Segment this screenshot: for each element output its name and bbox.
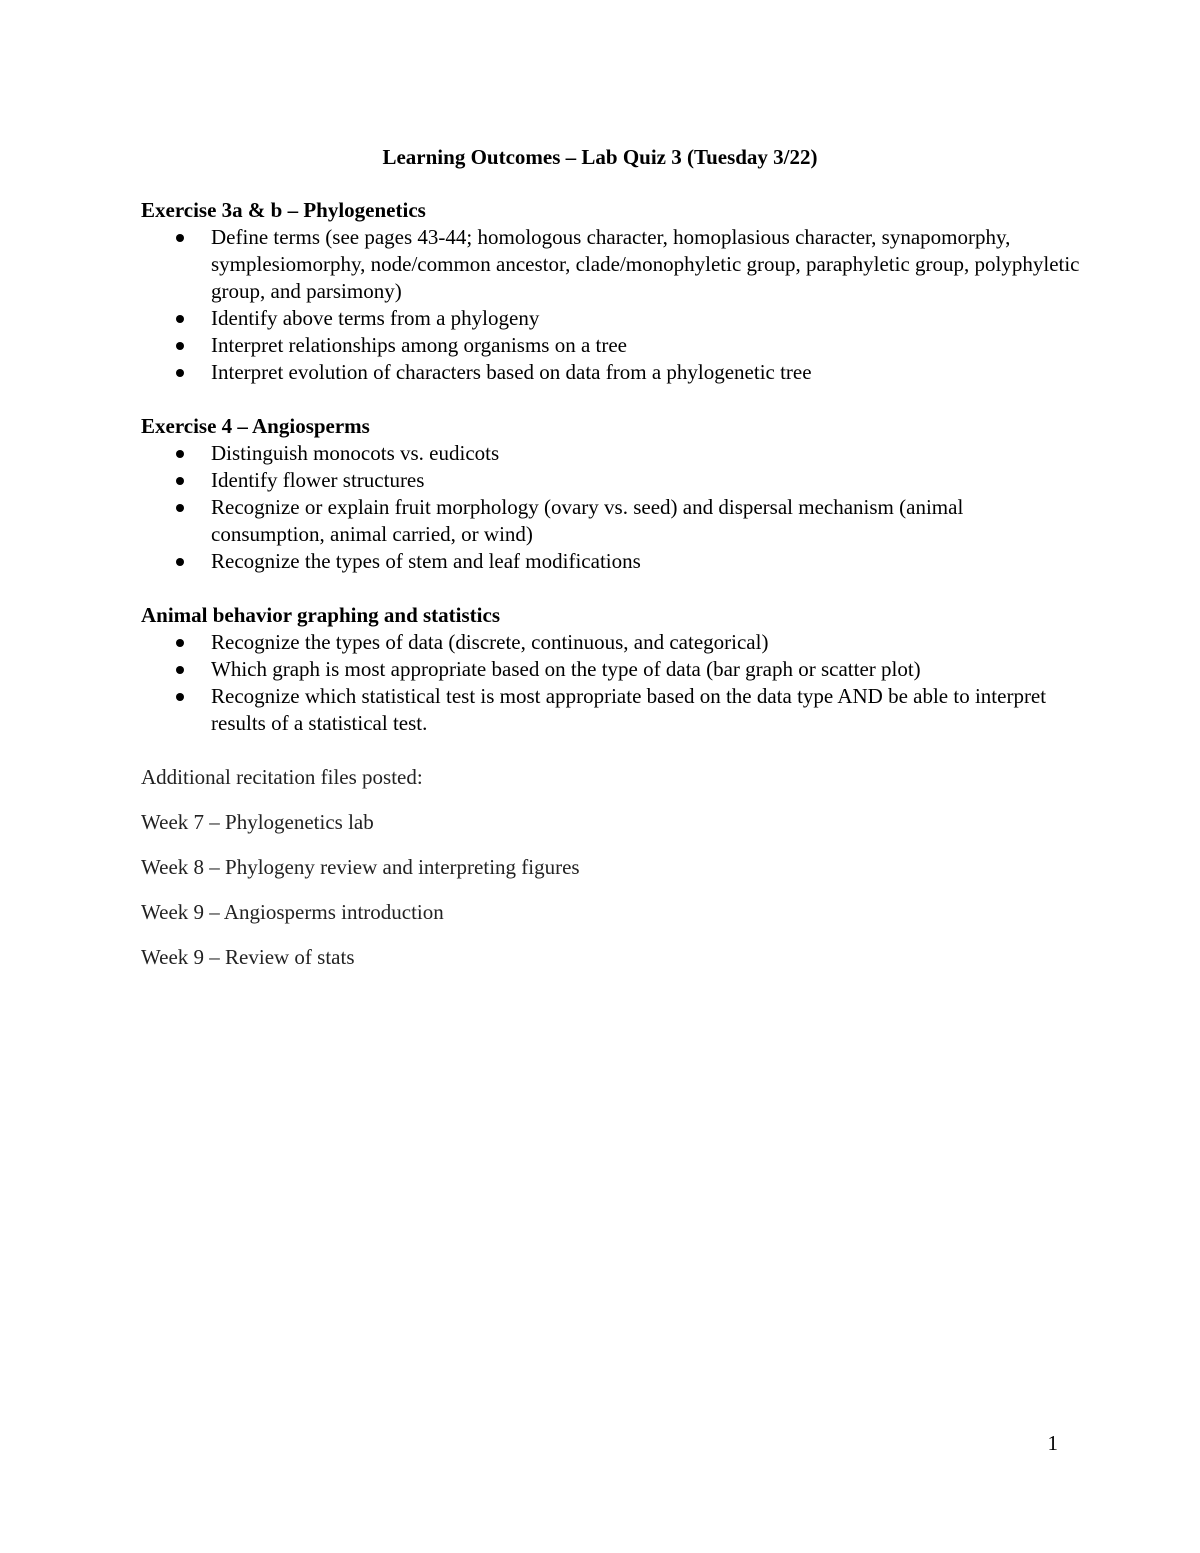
list-item: [141, 629, 1081, 656]
bullet-icon: [176, 450, 184, 458]
list-item-text: Identify flower structures: [211, 468, 425, 492]
bullet-icon: [176, 639, 184, 647]
list-item: [141, 467, 1081, 494]
recitation-file-week8: Week 8 – Phylogeny review and interpreting figures: [141, 855, 580, 879]
list-item-text: Distinguish monocots vs. eudicots: [211, 441, 500, 465]
list-item: [141, 656, 1081, 683]
document-title: Learning Outcomes – Lab Quiz 3 (Tuesday 3/22): [382, 145, 818, 169]
section-animal-behavior: [141, 602, 1081, 737]
bullet-icon: [176, 558, 184, 566]
list-item-text: Recognize which statistical test is most appropriate based on the data type AND be able to interpret results of a statistical test.: [211, 684, 1047, 735]
list-item-text: Recognize the types of stem and leaf modifications: [211, 549, 641, 573]
list-item: [141, 359, 1081, 386]
list-item-text: Recognize the types of data (discrete, continuous, and categorical): [211, 630, 769, 654]
bullet-icon: [176, 369, 184, 377]
list-item-text: Interpret evolution of characters based on data from a phylogenetic tree: [211, 360, 812, 384]
section-heading: Exercise 3a & b – Phylogenetics: [141, 198, 426, 222]
bullet-icon: [176, 666, 184, 674]
recitation-file-week7: Week 7 – Phylogenetics lab: [141, 810, 374, 834]
bullet-icon: [176, 342, 184, 350]
bullet-list: [141, 440, 1081, 575]
page-number: 1: [1047, 1431, 1058, 1455]
list-item: [141, 305, 1081, 332]
bullet-icon: [176, 477, 184, 485]
bullet-icon: [176, 234, 184, 242]
list-item-text: Identify above terms from a phylogeny: [211, 306, 540, 330]
list-item: [141, 224, 1081, 305]
bullet-icon: [176, 504, 184, 512]
bullet-list: [141, 224, 1081, 386]
section-angiosperms: [141, 413, 1081, 575]
list-item-text: Define terms (see pages 43-44; homologous character, homoplasious character, synapomorphy, symplesiomorphy, node/common ancestor, clade/monophyletic group, paraphyletic group, polyphyletic group, and parsimony): [211, 225, 1080, 303]
section-phylogenetics: [141, 197, 1081, 386]
list-item-text: Which graph is most appropriate based on the type of data (bar graph or scatter plot): [211, 657, 921, 681]
bullet-list: [141, 629, 1081, 737]
bullet-icon: [176, 693, 184, 701]
section-heading: Exercise 4 – Angiosperms: [141, 414, 370, 438]
list-item: [141, 548, 1081, 575]
list-item-text: Recognize or explain fruit morphology (ovary vs. seed) and dispersal mechanism (animal consumption, animal carried, or wind): [211, 495, 964, 546]
recitation-files-intro: Additional recitation files posted:: [141, 765, 423, 789]
section-heading: Animal behavior graphing and statistics: [141, 603, 500, 627]
list-item: [141, 332, 1081, 359]
recitation-file-week9-angiosperms: Week 9 – Angiosperms introduction: [141, 900, 444, 924]
list-item: [141, 440, 1081, 467]
list-item: [141, 494, 1081, 548]
list-item: [141, 683, 1081, 737]
recitation-file-week9-stats: Week 9 – Review of stats: [141, 945, 355, 969]
bullet-icon: [176, 315, 184, 323]
list-item-text: Interpret relationships among organisms on a tree: [211, 333, 628, 357]
